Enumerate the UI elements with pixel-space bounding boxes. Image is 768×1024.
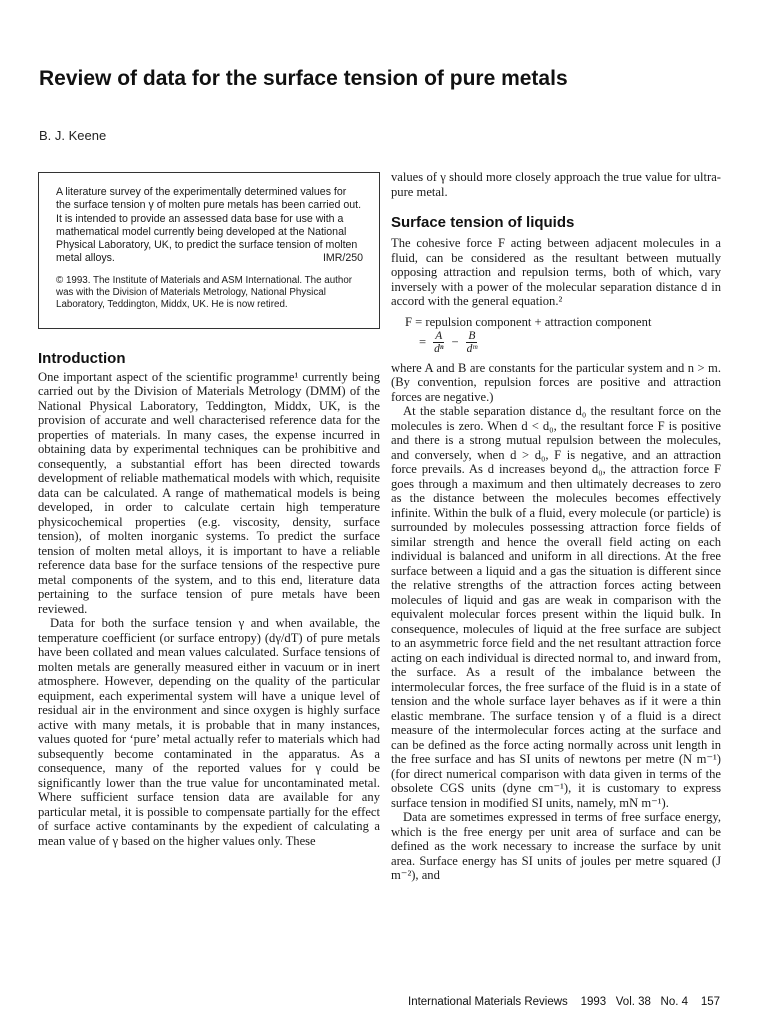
surface-paragraph-1: The cohesive force F acting between adjacent molecules in a fluid, can be considered as the resultant between mutually opposing attraction and repulsion terms, both of which, vary inversely with a power of the molecular separation distance d in accord with the general equation.² [391,236,721,308]
equation-minus: − [451,334,459,349]
introduction-heading: Introduction [38,349,126,367]
copyright-note: © 1993. The Institute of Materials and ASM International. The author was with the Division of Materials Metrology, National Physical Laboratory, Teddington, Middx, UK. He is now retired. [56,274,353,311]
abstract-text [56,186,363,266]
footer-volume: Vol. 38 [615,996,651,1008]
abstract-body: A literature survey of the experimentally determined values for the surface tension γ of molten pure metals has been carried out. It is intended to provide an assessed data base for use with a mathematical model currently being developed at the National Physical Laboratory, UK, to predict the surface tension of molten metal alloys. [56,186,362,265]
footer-year: 1993 [580,996,607,1008]
surface-paragraph-3: At the stable separation distance d₀ the resultant force on the molecules is zero. When d < d₀, the resultant force F is positive and there is a strong mutual repulsion between the molecules, and conversely, when d > d₀, F is negative, and an attraction force prevails. As d increases beyond d₀, the attraction force F goes through a maximum and then ultimately decreases to zero as the distance between the molecules becomes effectively infinite. Within the bulk of a fluid, every molecule (or particle) is surrounded by molecules possessing attraction force fields of similar strength and hence the overall field acting on each individual is balanced and uniform in all directions. At the free surface between a liquid and a gas the situation is different since the relative strengths of the attraction forces acting between molecules of liquid and gas are weak in comparison with the equivalent molecular forces present within the liquid bulk. In consequence, molecules of liquid at the free surface are subject to an asymmetric force field and the net resultant attraction force acting on each individual is directed normal to, and inward from, the surface. As a result of the imbalance between the intermolecular forces, the free surface of the fluid is in a state of tension and the whole surface layer behaves as if it were a thin elastic membrane. The surface tension γ of a fluid is a direct measure of the intermolecular forces acting at the surface and can be defined as the force acting normally across unit length in the free surface and has SI units of newtons per metre (N m⁻¹) (for direct numerical comparison with data given in terms of the obsolete CGS units (dyne cm⁻¹), it is customary to express surface tension in modified SI units, namely, mN m⁻¹). [391,404,721,810]
fraction-a-numerator: A [435,329,443,342]
author-name: B. J. Keene [39,128,107,143]
footer-journal: International Materials Reviews [408,996,568,1008]
surface-paragraph-2: where A and B are constants for the particular system and n > m. (By convention, repulsion forces are positive and attraction forces are negative.) [391,360,721,404]
introduction-paragraph-2: Data for both the surface tension γ and when available, the temperature coefficient (or surface entropy) (dγ/dT) of pure metals have been collated and mean values calculated. Surface tensions of molten metals are generally measured either in vacuum or in inert atmosphere. However, depending on the quality of the particular equipment, each experimental system will have a unique level of residual air in the environment and since oxygen is highly surface active with many metals, it is probable that in many instances, values quoted for ‘pure’ metal actually refer to materials which had subsequently become contaminated in the apparatus. As a consequence, many of the reported values for γ could be significantly lower than the true value for uncontaminated metal. Where sufficient surface tension data are available for any particular metal, it is possible to compensate partially for the effect of surface active contaminants by the expedient of calculating a mean value of γ based on the higher values only. These [38,616,380,848]
equation-line-2 [405,330,721,355]
fraction-b-numerator: B [468,329,476,342]
surface-paragraph-4: Data are sometimes expressed in terms of free surface energy, which is the free energy per unit area of surface and can be defined as the work necessary to increase the surface by unit area. Surface energy has SI units of joules per metre squared (J m⁻²), and [391,810,721,882]
equation-equals: = [419,334,427,349]
left-column [38,172,380,848]
fraction-b-denominator: dᵐ [466,342,478,355]
footer-number: No. 4 [660,996,689,1008]
fraction-a-denominator: dⁿ [434,342,444,355]
force-equation [405,315,721,355]
footer-page-number: 157 [700,996,720,1008]
page-footer [0,996,720,1008]
abstract-code: IMR/250 [322,252,363,265]
surface-tension-heading: Surface tension of liquids [391,214,575,231]
continuation-paragraph: values of γ should more closely approach the true value for ultra-pure metal. [391,170,721,199]
abstract-box [38,172,380,329]
fraction-a [432,330,445,355]
equation-line-1: F = repulsion component + attraction component [405,314,652,329]
article-title: Review of data for the surface tension of pure metals [39,67,568,90]
fraction-b [465,330,480,355]
right-column [391,170,721,883]
introduction-paragraph-1: One important aspect of the scientific programme¹ currently being carried out by the Division of Materials Metrology (DMM) of the National Physical Laboratory, Teddington, Middx, UK, is the provision of accurate and well characterised reference data for the properties of materials. In many cases, the expense incurred in obtaining data by experimental techniques can be prohibitive and consequently, a substantial effort has been directed towards development of reliable mathematical models with which, requisite data can be calculated. A range of mathematical models is being developed, in order to calculate certain high temperature physicochemical properties (e.g. viscosity, density, surface tension), of molten inorganic systems. To predict the surface tension of molten metal alloys, it is important to have a reliable reference data base for the surface tensions of the respective pure metal components of the system, and to this end, literature data pertaining to the surface tension of pure metals have been reviewed. [38,369,380,616]
